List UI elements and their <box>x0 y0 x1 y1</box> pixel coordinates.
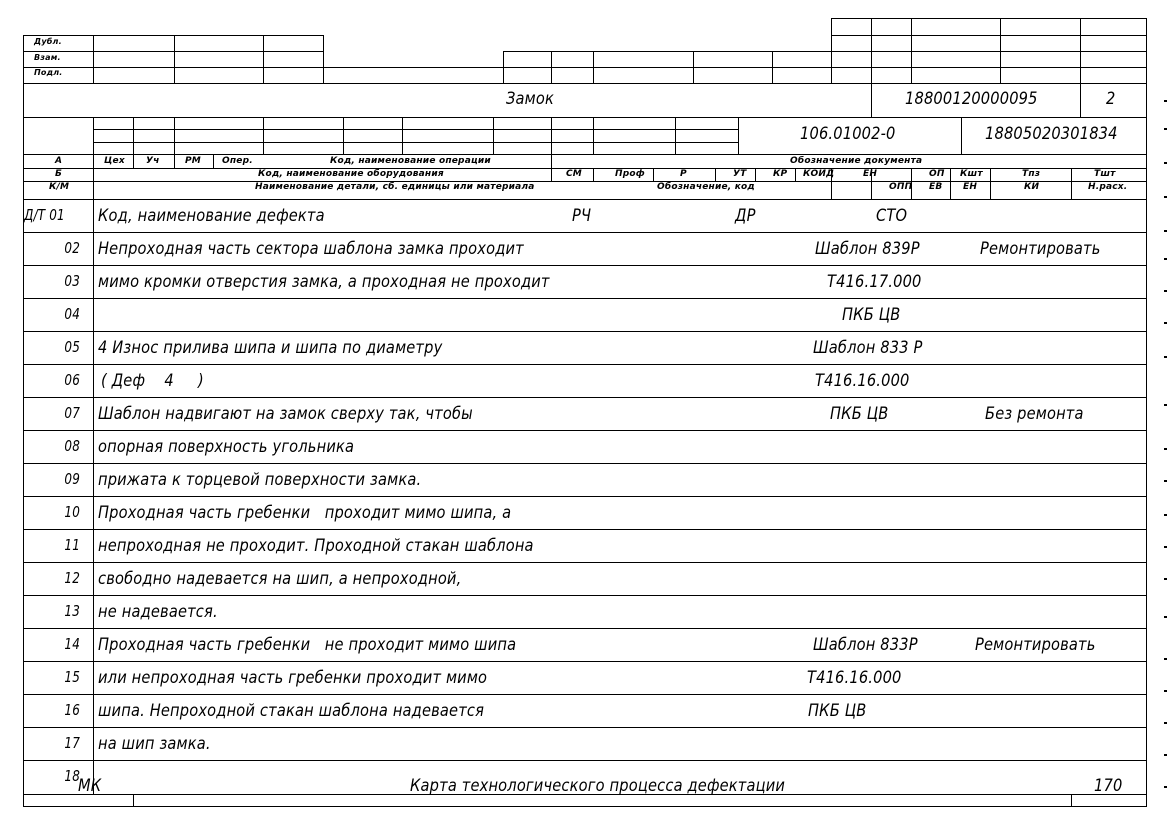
row-number: 12 <box>64 569 80 587</box>
row-number: 07 <box>64 404 80 422</box>
row-number: 18 <box>64 767 80 785</box>
row-col-dr: ДР <box>735 206 756 226</box>
sheet-number: 2 <box>1106 89 1116 109</box>
row-tool: ПКБ ЦВ <box>842 305 901 325</box>
footer-page: 170 <box>1094 776 1123 796</box>
row-text: мимо кромки отверстия замка, а проходная не проходит <box>98 272 550 292</box>
hdr-a-operation: Код, наименование операции <box>330 156 491 166</box>
row-col-sto: СТО <box>876 206 908 226</box>
stamp-podl: Подл. <box>34 68 63 77</box>
row-number: Д/Т 01 <box>24 206 65 224</box>
hdr-b-sm: СМ <box>566 169 582 179</box>
row-col-rch: РЧ <box>572 206 592 226</box>
hdr-b-prof: Проф <box>615 169 645 179</box>
row-number: 16 <box>64 701 80 719</box>
hdr-b-prefix: Б <box>55 169 63 179</box>
hdr-km-ki: КИ <box>1024 182 1040 192</box>
row-text: опорная поверхность угольника <box>98 437 355 457</box>
hdr-b-tsht: Тшт <box>1094 169 1116 179</box>
hdr-b-tpz: Тпз <box>1022 169 1041 179</box>
row-text: Код, наименование дефекта <box>98 206 325 226</box>
row-number: 03 <box>64 272 80 290</box>
row-tool: Шаблон 833 Р <box>813 338 923 358</box>
part-code: 18800120000095 <box>905 89 1038 109</box>
hdr-a-uch: Уч <box>146 156 160 166</box>
row-number: 04 <box>64 305 80 323</box>
row-text: непроходная не проходит. Проходной стакан шаблона <box>98 536 534 556</box>
hdr-km-part: Наименование детали, сб. единицы или материала <box>255 182 535 192</box>
row-number: 06 <box>64 371 80 389</box>
stamp-vzam: Взам. <box>34 53 61 62</box>
row-tool: ПКБ ЦВ <box>808 701 867 721</box>
row-number: 05 <box>64 338 80 356</box>
hdr-a-document: Обозначение документа <box>790 156 923 166</box>
hdr-a-oper: Опер. <box>222 156 253 166</box>
row-action: Ремонтировать <box>980 239 1101 259</box>
row-tool: Т416.16.000 <box>807 668 902 688</box>
row-tool: Шаблон 833Р <box>813 635 918 655</box>
hdr-a-ceh: Цех <box>104 156 125 166</box>
row-text: Шаблон надвигают на замок сверху так, чтобы <box>98 404 473 424</box>
part-name: Замок <box>506 89 554 109</box>
hdr-b-kr: КР <box>773 169 788 179</box>
doc-number: 106.01002-0 <box>800 124 896 144</box>
row-text: ( Деф 4 ) <box>101 371 204 391</box>
row-action: Ремонтировать <box>975 635 1096 655</box>
row-number: 17 <box>64 734 80 752</box>
hdr-b-equipment: Код, наименование оборудования <box>258 169 444 179</box>
row-number: 02 <box>64 239 80 257</box>
hdr-a-rm: РМ <box>185 156 201 166</box>
row-number: 11 <box>64 536 80 554</box>
hdr-b-op: ОП <box>929 169 945 179</box>
hdr-km-nrash: Н.расх. <box>1088 182 1128 192</box>
row-text: Проходная часть гребенки не проходит мимо шипа <box>98 635 517 655</box>
hdr-b-ut: УТ <box>733 169 747 179</box>
hdr-km-ev: ЕВ <box>929 182 943 192</box>
hdr-b-kst: Кшт <box>960 169 983 179</box>
row-text: на шип замка. <box>98 734 211 754</box>
footer-form: МК <box>78 776 102 796</box>
hdr-km-prefix: К/М <box>49 182 70 192</box>
doc-code: 18805020301834 <box>985 124 1118 144</box>
row-action: Без ремонта <box>985 404 1084 424</box>
row-tool: ПКБ ЦВ <box>830 404 889 424</box>
row-tool: Т416.17.000 <box>827 272 922 292</box>
frame-right <box>1146 18 1147 807</box>
row-number: 10 <box>64 503 80 521</box>
row-text: Непроходная часть сектора шаблона замка проходит <box>98 239 524 259</box>
row-text: не надевается. <box>98 602 218 622</box>
row-tool: Т416.16.000 <box>815 371 910 391</box>
row-number: 08 <box>64 437 80 455</box>
hdr-km-designation: Обозначение, код <box>657 182 755 192</box>
hdr-b-r: Р <box>680 169 687 179</box>
row-text: прижата к торцевой поверхности замка. <box>98 470 422 490</box>
row-text: Проходная часть гребенки проходит мимо шипа, а <box>98 503 512 523</box>
row-text: свободно надевается на шип, а непроходной, <box>98 569 462 589</box>
stamp-dubl: Дубл. <box>34 37 62 46</box>
hdr-km-opp: ОПП <box>889 182 913 192</box>
row-text: 4 Износ прилива шипа и шипа по диаметру <box>98 338 443 358</box>
frame-bottom <box>23 806 1147 807</box>
frame-left <box>23 83 24 807</box>
row-text: или непроходная часть гребенки проходит мимо <box>98 668 488 688</box>
hdr-b-koid: КОИД <box>803 169 835 179</box>
hdr-km-en: ЕН <box>963 182 978 192</box>
hdr-b-en: ЕН <box>863 169 878 179</box>
row-text: шипа. Непроходной стакан шаблона надевается <box>98 701 485 721</box>
row-tool: Шаблон 839Р <box>815 239 920 259</box>
footer-title: Карта технологического процесса дефектации <box>410 776 786 796</box>
row-number: 15 <box>64 668 80 686</box>
row-number: 09 <box>64 470 80 488</box>
hdr-a-prefix: А <box>55 156 63 166</box>
row-number: 13 <box>64 602 80 620</box>
row-number: 14 <box>64 635 80 653</box>
